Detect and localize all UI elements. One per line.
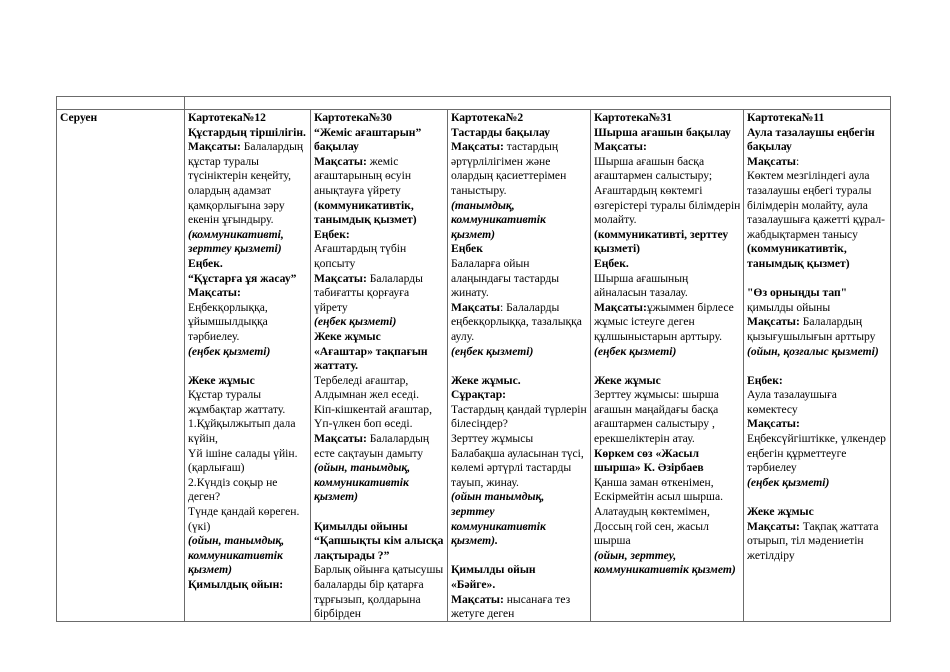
card-cell-3 [448,110,591,622]
label-text: : Балаларды еңбекқорлыққа, тазалыққа аулу. [451,300,582,343]
text-line: (еңбек қызметі) [747,475,830,489]
text-line: Шырша ағашын басқа ағаштармен салыстыру; Ағаштардың көктемгі өзгерістері туралы білімдерін молайту. [594,154,741,227]
text-line [314,432,445,461]
text-line: (ойын, қозғалыс қызметі) [747,344,879,358]
text-line: 1.Құйқылжытып дала күйін, [188,417,296,446]
text-line [747,155,888,170]
text-line: Аула тазалаушыға көмектесу [747,388,837,416]
text-line: Картотека№12 [188,111,266,124]
label-text: ұжыммен бірлесе жұмыс істеуге деген құлшыныстарын арттыру. [594,300,734,343]
card-content [747,111,888,621]
text-line: (коммуникативтік, танымдық қызмет) [747,242,850,270]
text-line: “Құстарға ұя жасау” [188,271,297,285]
card-content [188,111,308,621]
text-line: Кіп-кішкентай ағаштар, [314,402,432,416]
text-line [451,140,588,198]
text-line: (танымдық, коммуникативтік қызмет) [451,198,546,241]
label-bold: Мақсаты [451,300,500,314]
text-line: Балаларға ойын алаңындағы тастарды жинату. [451,256,560,300]
text-line: Үй ішіне салады үйін. (қарлығаш) [188,446,298,475]
text-line [314,155,445,199]
label-text: Балалардың құстар туралы түсініктерін кеңейту, олардың адамзат қамқорлығына зәру екенін ұғындыру. [188,140,304,227]
text-line: Түнде қандай көреген. (үкі) [188,505,300,533]
text-line: Картотека№30 [314,111,392,124]
text-line: Еңбек. [594,256,629,270]
text-line: «Бәйге». [451,578,496,591]
text-line: Ағаштардың түбін қопсыту [314,242,407,270]
text-line: Көркем сөз «Жасыл шырша» К. Әзірбаев [594,446,704,475]
text-line [188,359,308,374]
text-line: Қимылды ойын [451,563,536,577]
label-bold: Мақсаты: [314,154,367,168]
label-text: нысанаға тез жетуге деген [451,592,571,621]
text-line: Алатаудың көктемімен, Доссың гой сен, жасыл шырша [594,505,710,548]
label-text: : [795,154,800,168]
text-line: Жеке жұмыс [594,373,661,387]
text-line: «Ағаштар» тақпағын жаттату. [314,344,428,373]
label-bold: Мақсаты: [451,592,504,606]
label-bold: Мақсаты: [314,432,367,446]
text-line: Жеке жұмыс [747,505,814,519]
text-line: Көктем мезгіліндегі аула тазалаушы еңбегі туралы білімдерін молайту, аула тазалаушыға қажетті құрал-жабдықтармен таныcу [747,169,885,241]
text-line: Тастарды бақылау [451,125,550,139]
text-line: Барлық ойынға қатысушы балаларды бір қатарға тұрғызып, қолдарына бірбірден [314,563,444,621]
text-line [451,549,588,564]
label-bold: Мақсаты: [747,519,800,533]
text-line: Тастардың қандай түрлерін білесіңдер? [451,402,587,431]
label-bold: Мақсаты: [451,140,504,154]
header-cell-blank [57,97,185,110]
text-line [451,301,588,345]
text-line: Шырша ағашын бақылау [594,125,731,139]
label-text: тастардың әртүрлілігімен және олардың қасиеттерімен таныстыру. [451,140,567,197]
text-line: Қанша заман өткенімен, Ескірмейтін асыл шырша. [594,475,724,504]
text-line: Тербеледі ағаштар, [314,373,409,387]
text-line: Еңбекқорлыққа, ұйымшылдыққа тәрбиелеу. [188,300,268,343]
text-line: Еңбек. [188,256,223,270]
text-line [451,593,588,621]
text-line: Жеке жұмыс [314,329,381,343]
text-line [747,272,888,287]
text-line: (коммуникативтік, танымдық қызмет) [314,198,417,227]
text-line [747,359,888,374]
text-line: (коммуникативті, зерттеу қызметі) [188,227,284,256]
text-line: Картотека№2 [451,111,524,124]
text-line: (еңбек қызметі) [188,344,271,358]
text-line: Еңбек: [314,227,350,241]
card-cell-2 [311,110,448,622]
text-line: қимылды ойыны [747,300,831,314]
row-label-cell [57,110,185,622]
text-line: Зерттеу жұмысы [451,432,534,446]
text-line: (ойын, танымдық, коммуникативтік қызмет) [314,461,411,504]
label-bold: Мақсаты: [188,140,241,154]
text-line: Аула тазалаушы еңбегін бақылау [747,125,875,154]
text-line: (еңбек қызметі) [451,344,534,358]
card-content [594,111,741,621]
text-line: Зерттеу жұмысы: шырша ағашын маңайдағы басқа ағаштармен салыстыру , ерекшеліктерін атау. [594,388,719,446]
text-line: (ойын, танымдық, коммуникативтік қызмет) [188,534,285,577]
text-line [594,359,741,374]
text-line [747,315,888,344]
text-line: Еңбек [451,242,483,256]
text-line [314,272,445,316]
text-line [747,520,888,564]
text-line: Қимылдық ойын: [188,578,284,591]
text-line: (коммуникативті, зерттеу қызметі) [594,227,729,256]
text-line: Балабақша ауласынан түсі, көлемі әртүрлі тастарды тауып, жинау. [451,446,584,489]
text-line [314,505,445,520]
card-cell-1 [185,110,311,622]
text-line: (ойын, зерттеу, коммуникативтік қызмет) [594,548,736,577]
text-line: Мақсаты: [747,417,800,431]
text-line: “Жеміс ағаштарын” бақылау [314,125,422,154]
text-line: (еңбек қызметі) [314,315,397,329]
text-line: Сұрақтар: [451,388,507,402]
label-text: Тақпақ жаттата отырып, тіл мәдениетін жетілдіру [747,519,879,562]
table-header-row [57,97,891,110]
card-cell-5 [744,110,891,622]
text-line: Шырша ағашының айналасын тазалау. [594,271,689,300]
text-line: Еңбек: [747,373,783,387]
card-content [314,111,445,621]
row-label: Серуен [60,111,98,124]
walk-row [57,110,891,622]
text-line: Еңбексүйгіштікке, үлкендер еңбегін құрметтеуге тәрбиелеу [747,432,886,475]
text-line: (ойын танымдық, зерттеу коммуникативтік қызмет). [451,490,546,548]
text-line: Картотека№31 [594,111,672,124]
text-line: Мақсаты: [188,286,241,300]
text-line: Алдымнан жел еседі. [314,388,420,402]
text-line: Құстар туралы жұмбақтар жаттату. [188,388,286,416]
card-content [451,111,588,621]
label-text: жеміс ағаштарының өсуін анықтауға үйрету [314,154,412,197]
text-line [594,301,741,345]
text-line: “Қапшықты кім алысқа лақтырады ?” [314,534,444,562]
text-line [747,490,888,505]
text-line [188,140,308,228]
text-line: Қимылды ойыны [314,519,408,533]
label-bold: Мақсаты: [594,300,647,314]
plan-table [56,96,891,622]
card-cell-4 [591,110,744,622]
label-bold: Мақсаты [747,154,796,168]
text-line: Жеке жұмыс [188,373,255,387]
label-bold: Мақсаты: [314,271,367,285]
text-line: Мақсаты: [594,140,647,154]
header-cell-merged [185,97,891,110]
text-line: Жеке жұмыс. [451,373,521,387]
text-line: (еңбек қызметі) [594,344,677,358]
text-line: Картотека№11 [747,111,825,124]
label-text: Балаларды табиғатты қорғауға үйрету [314,271,423,314]
label-bold: Мақсаты: [747,315,800,329]
label-text: Балалардың қызығушылығын арттыру [747,315,876,343]
label-text: Балалардың есте сақтауын дамыту [314,432,430,460]
text-line: "Өз орныңды тап" [747,286,848,300]
text-line: Үп-үлкен боп өседі. [314,417,413,431]
text-line: 2.Күндіз соқыр не деген? [188,475,278,504]
text-line [451,359,588,374]
text-line: Құстардың тіршілігін. [188,125,306,139]
